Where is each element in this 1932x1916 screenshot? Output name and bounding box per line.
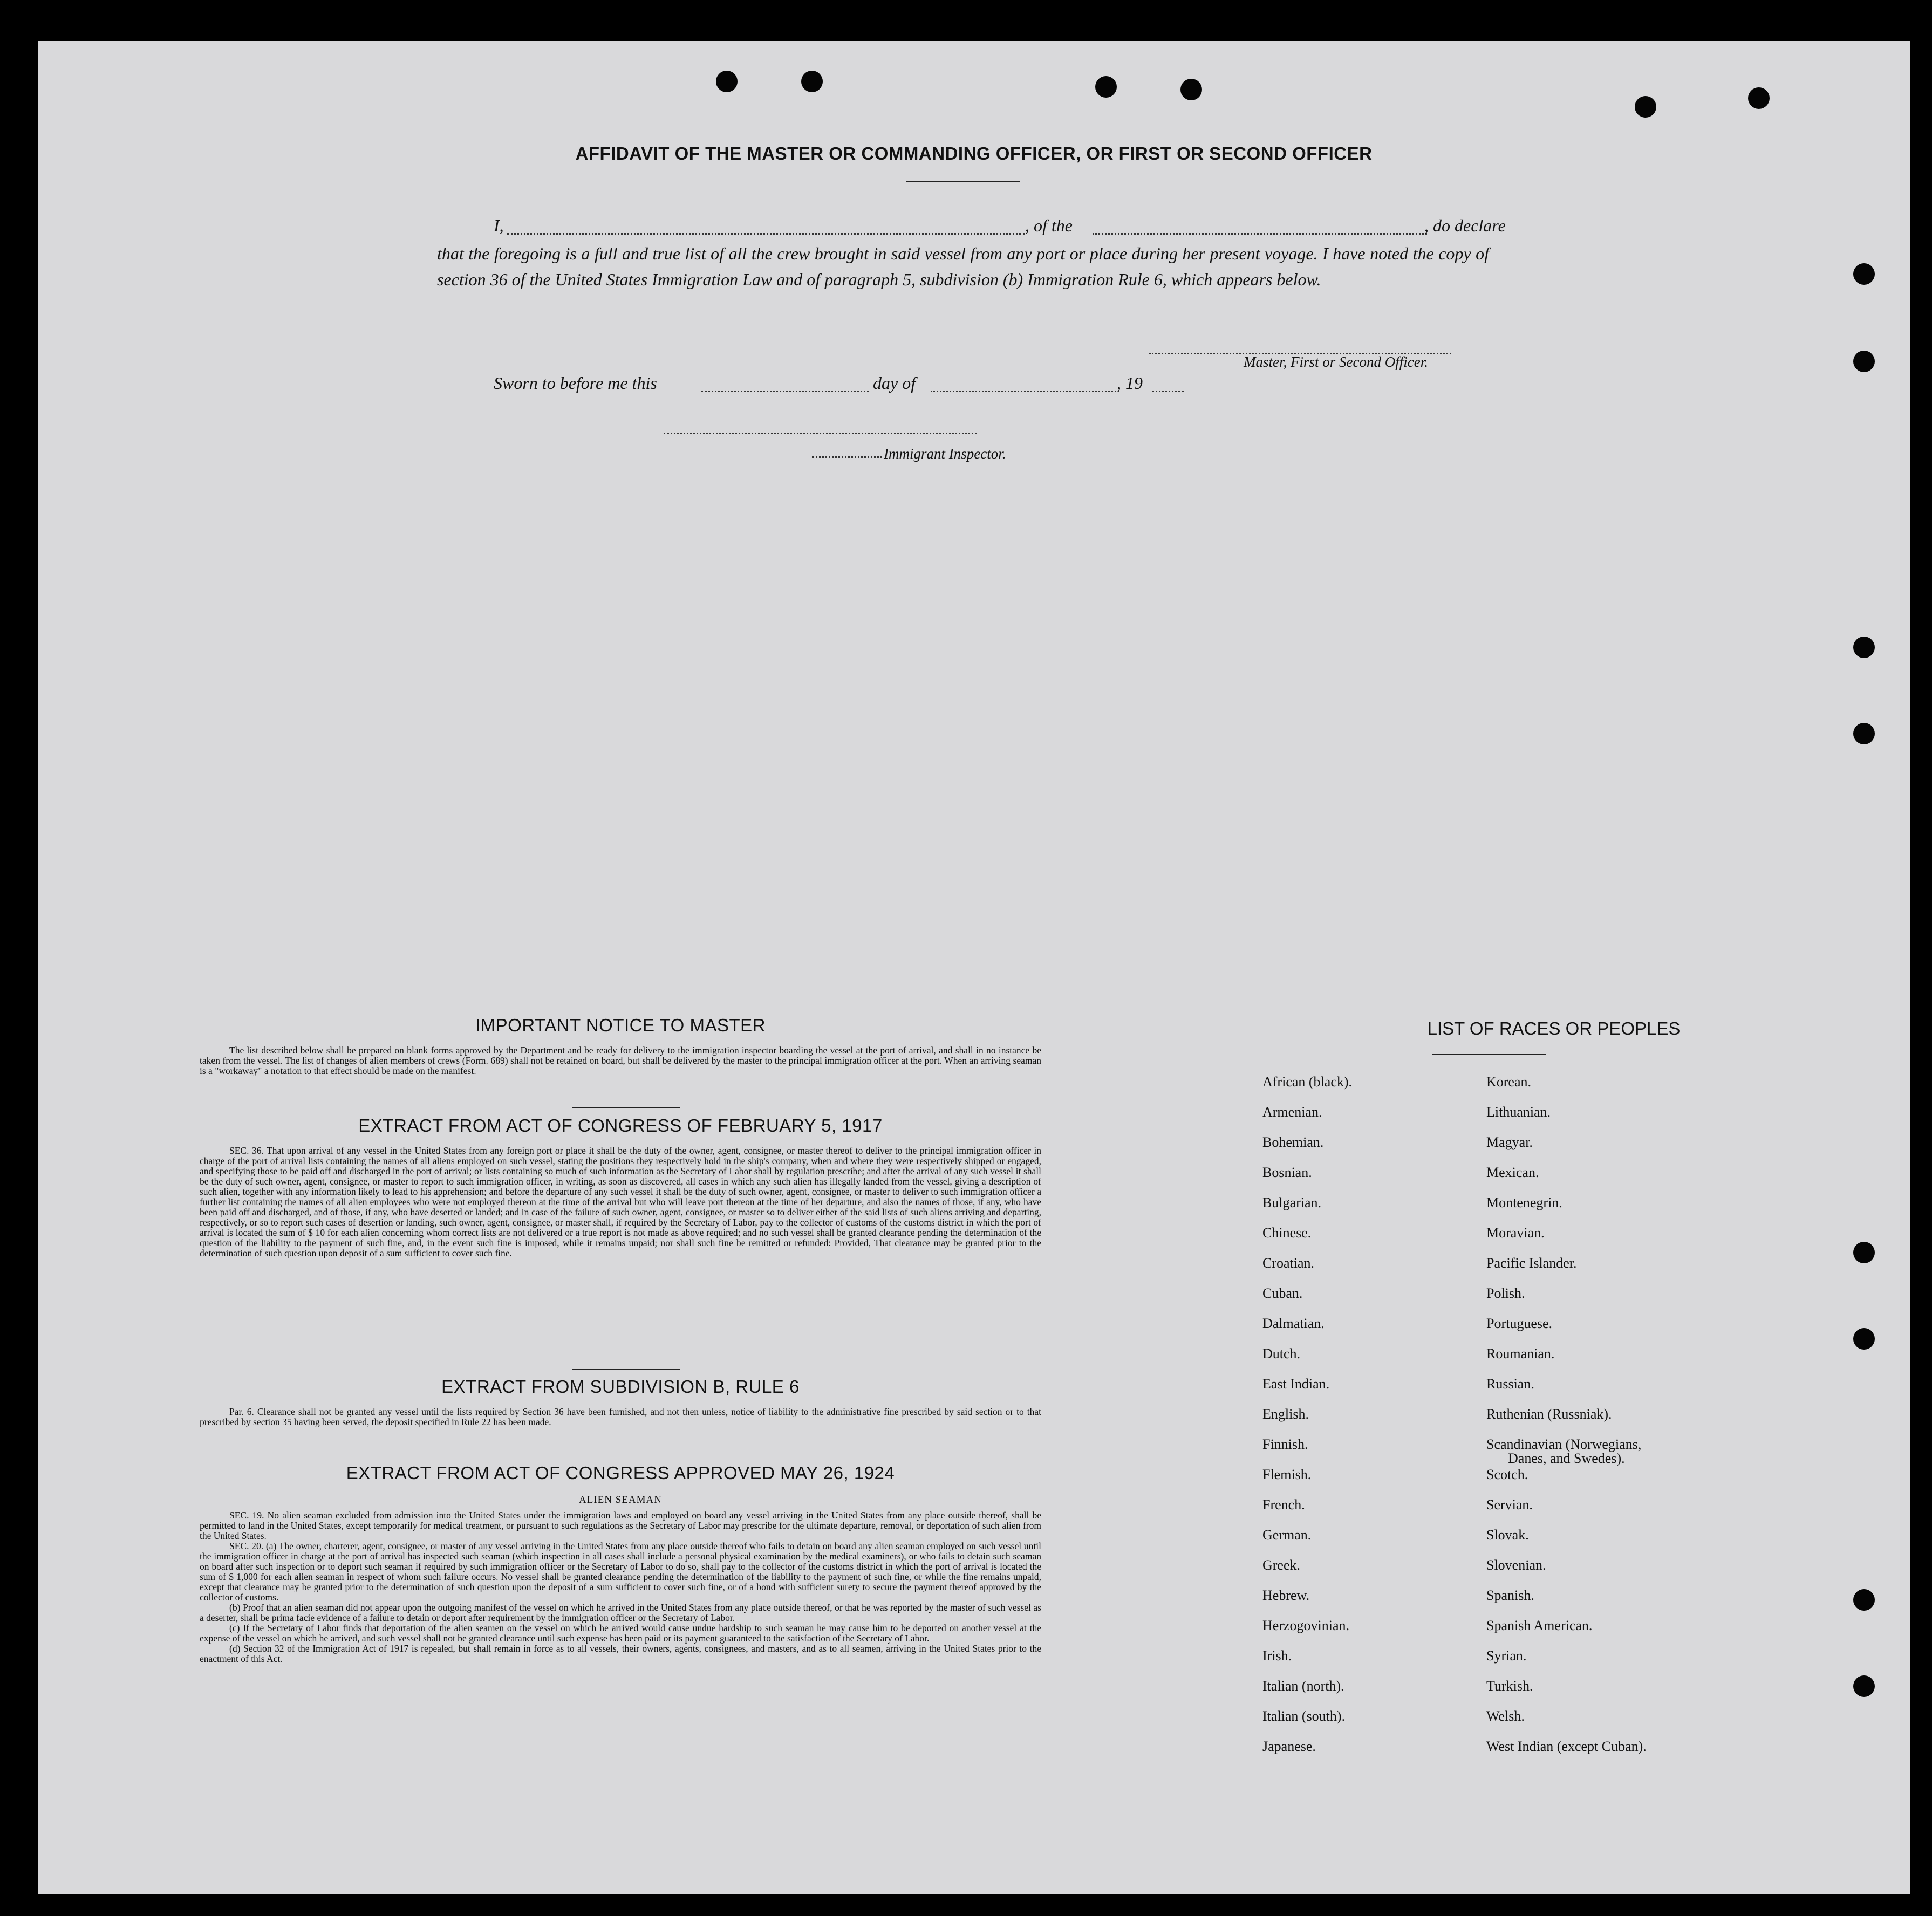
inspector-signature-blank — [664, 433, 977, 434]
punch-hole-right-4 — [1853, 723, 1875, 744]
race-item: Spanish American. — [1486, 1618, 1593, 1633]
extract-1924-paragraph-1: SEC. 19. No alien seaman excluded from admission into the United States under the immigration laws and employed on board any vessel arriving in the United States from any place outside thereof, shall be permitted to land in the United States, except temporarily for medical treatment, or pursuant to such regulations as the Secretary of Labor may prescribe for the ultimate departure, removal, or deportation of such alien from the United States. — [200, 1510, 1041, 1541]
race-item: Spanish. — [1486, 1587, 1534, 1603]
extract-1924-paragraph-2: SEC. 20. (a) The owner, charterer, agent, consignee, or master of any vessel arriving in the United States from any place outside thereof who fails to detain on board any alien seaman employed on such vessel until the immigration officer in charge at the port of arrival has inspected such seaman (which inspection in all cases shall include a personal physical examination by the medical examiners), or who fails to detain such seaman on board after such inspection or to deport such seaman if required by such immigration officer or the Secretary of Labor to do so, shall pay to the collector of the customs district in which the port of arrival is located the sum of $ 1,000 for each alien seaman in respect of whom such failure occurs. No vessel shall be granted clearance pending the determination of the liability to the payment of such fine, or while the fine remains unpaid, except that clearance may be granted prior to the determination of such question upon the deposit of a sum sufficient to cover such fine, or of a bond with sufficient surety to secure the payment thereof approved by the collector of customs. — [200, 1541, 1041, 1603]
extract-1924-text — [200, 1510, 1041, 1664]
race-item: Servian. — [1486, 1497, 1533, 1513]
race-item: Syrian. — [1486, 1648, 1527, 1664]
inspector-label-leader — [812, 456, 882, 458]
race-item: Portuguese. — [1486, 1316, 1553, 1331]
sworn-month-blank — [931, 391, 1119, 392]
extract-rule6-paragraph: Par. 6. Clearance shall not be granted any vessel until the lists required by Section 36 have been furnished, and not then unless, notice of liability to the administrative fine prescribed by said section or to that prescribed by section 35 having been served, the deposit specified in Rule 22 has been made. — [200, 1406, 1041, 1427]
punch-hole-right-7 — [1853, 1589, 1875, 1611]
punch-hole-right-6 — [1853, 1328, 1875, 1350]
race-item: German. — [1262, 1527, 1312, 1543]
race-item: Irish. — [1262, 1648, 1292, 1664]
sworn-label: Sworn to before me this — [494, 373, 657, 393]
punch-hole-right-8 — [1853, 1675, 1875, 1697]
races-title: LIST OF RACES OR PEOPLES — [1427, 1018, 1681, 1038]
punch-hole-top-6 — [1748, 87, 1770, 109]
race-item: Dutch. — [1262, 1346, 1301, 1361]
notice-title: IMPORTANT NOTICE TO MASTER — [475, 1015, 766, 1035]
race-item: Flemish. — [1262, 1467, 1312, 1482]
race-item: Bohemian. — [1262, 1134, 1324, 1150]
punch-hole-top-2 — [801, 71, 823, 92]
race-item: Armenian. — [1262, 1104, 1322, 1120]
punch-hole-right-1 — [1853, 263, 1875, 285]
race-item: Turkish. — [1486, 1678, 1533, 1694]
race-item: Danes, and Swedes). — [1508, 1450, 1625, 1466]
affidavit-i-label: I, — [494, 216, 504, 235]
extract-1924-paragraph-4: (c) If the Secretary of Labor finds that deportation of the alien seamen on the vessel on which he arrived would cause undue hardship to such seaman he may cause him to be deported on another vessel at the expense of the vessel on which he arrived, and such vessel shall not be granted clearance until such expense has been paid or its payment guaranteed to the satisfaction of the Secretary of Labor. — [200, 1623, 1041, 1644]
race-item: Russian. — [1486, 1376, 1534, 1392]
extract-1924-paragraph-3: (b) Proof that an alien seaman did not appear upon the outgoing manifest of the vessel on which he arrived in the United States from any place outside thereof, or that he was reported by the master of such vessel as a deserter, shall be prima facie evidence of a failure to detain or deport after requirement by the immigration officer or the Secretary of Labor. — [200, 1602, 1041, 1623]
race-item: French. — [1262, 1497, 1305, 1513]
race-item: Ruthenian (Russniak). — [1486, 1406, 1612, 1422]
race-item: Hebrew. — [1262, 1587, 1310, 1603]
punch-hole-top-3 — [1095, 76, 1117, 98]
race-item: East Indian. — [1262, 1376, 1330, 1392]
notice-text — [200, 1045, 1041, 1076]
declaration-text: that the foregoing is a full and true list of all the crew brought in said vessel from any port or place during her present voyage. I have noted the copy of section 36 of the United States Immigration Law and of paragraph 5, subdivision (b) Immigration Rule 6, which appears below. — [437, 244, 1489, 289]
race-item: Welsh. — [1486, 1708, 1525, 1724]
punch-hole-right-2 — [1853, 351, 1875, 372]
sworn-day-blank — [701, 391, 869, 392]
extract-1917-text — [200, 1146, 1041, 1258]
punch-hole-top-5 — [1635, 96, 1656, 118]
race-item: Magyar. — [1486, 1134, 1533, 1150]
race-item: Japanese. — [1262, 1739, 1316, 1754]
extract-1924-paragraph-5: (d) Section 32 of the Immigration Act of 1917 is repealed, but shall remain in force as to all vessels, their owners, agents, consignees, and masters, and as to all seamen, arriving in the United States prior to the enactment of this Act. — [200, 1643, 1041, 1664]
race-item: Lithuanian. — [1486, 1104, 1551, 1120]
race-item: Italian (north). — [1262, 1678, 1344, 1694]
punch-hole-right-5 — [1853, 1242, 1875, 1263]
races-title-underline — [1432, 1054, 1546, 1055]
race-item: English. — [1262, 1406, 1309, 1422]
affidavit-title: AFFIDAVIT OF THE MASTER OR COMMANDING OFFICER, OR FIRST OR SECOND OFFICER — [575, 143, 1373, 163]
punch-hole-right-3 — [1853, 637, 1875, 658]
race-item: Roumanian. — [1486, 1346, 1555, 1361]
extract-rule6-title: EXTRACT FROM SUBDIVISION B, RULE 6 — [441, 1377, 800, 1397]
notice-paragraph: The list described below shall be prepared on blank forms approved by the Department and be ready for delivery to the immigration inspector boarding the vessel at the port of arrival, and shall in no instance be taken from the vessel. The list of changes of alien members of crews (Form. 689) shall not be retained on board, but shall be delivered by the master to the principal immigration officer at the port. When an arriving seaman is a "workaway" a notation to that effect should be made on the manifest. — [200, 1045, 1041, 1076]
race-item: Slovak. — [1486, 1527, 1529, 1543]
race-item: Montenegrin. — [1486, 1195, 1562, 1210]
year-label: , 19 — [1117, 373, 1143, 393]
race-item: Slovenian. — [1486, 1557, 1546, 1573]
inspector-label: Immigrant Inspector. — [884, 446, 1006, 462]
punch-hole-top-1 — [716, 71, 738, 92]
race-item: Herzogovinian. — [1262, 1618, 1350, 1633]
race-item: Scandinavian (Norwegians, — [1486, 1436, 1642, 1452]
extract-1917-divider — [572, 1369, 680, 1370]
race-item: West Indian (except Cuban). — [1486, 1739, 1647, 1754]
race-item: Polish. — [1486, 1285, 1525, 1301]
race-item: Mexican. — [1486, 1165, 1539, 1180]
race-item: African (black). — [1262, 1074, 1353, 1090]
document-page — [38, 41, 1910, 1894]
name-blank — [507, 233, 1025, 235]
extract-1917-title: EXTRACT FROM ACT OF CONGRESS OF FEBRUARY 5, 1917 — [358, 1116, 883, 1135]
race-item: Bulgarian. — [1262, 1195, 1322, 1210]
day-of-label: day of — [873, 373, 916, 393]
affidavit-of-the-label: , of the — [1025, 216, 1073, 235]
race-item: Finnish. — [1262, 1436, 1308, 1452]
race-item: Cuban. — [1262, 1285, 1303, 1301]
race-item: Scotch. — [1486, 1467, 1528, 1482]
vessel-blank — [1093, 233, 1427, 235]
extract-1917-paragraph: SEC. 36. That upon arrival of any vessel in the United States from any foreign port or place it shall be the duty of the owner, agent, consignee, or master thereof to deliver to the principal immigration officer in charge of the port of arrival lists containing the names of all aliens employed on such vessel, stating the positions they respectively hold in the ship's company, when and where they were respectively shipped or engaged, and specifying those to be paid off and discharged in the port of arrival; or lists containing so much of such information as the Secretary of Labor shall by regulation prescribe; and after the arrival of any such vessel it shall be the duty of such owner, agent, consignee, or master to report to such immigration officer, in writing, as soon as discovered, all cases in which any such alien has illegally landed from the vessel, giving a description of such alien, together with any information likely to lead to his apprehension; and before the departure of any such vessel it shall be the duty of such owner, agent, consignee, or master to deliver to such immigration officer a further list containing the names of all alien employees who were not employed thereon at the time of the arrival but who will leave port thereon at the time of her departure, and also the names of those, if any, who have been paid off and discharged, and of those, if any, who have deserted or landed; and in case of the failure of such owner, agent, consignee, or master so to deliver either of the said lists of such aliens arriving and departing, respectively, or so to report such cases of desertion or landing, such owner, agent, consignee, or master shall, if required by the Secretary of Labor, pay to the collector of customs of the customs district in which the port of arrival is located the sum of $ 10 for each alien concerning whom correct lists are not delivered or a true report is not made as above required; and no such vessel shall be granted clearance pending the determination of the question of the liability to the payment of such fine, and, in the event such fine is imposed, while it remains unpaid; nor shall such fine be remitted or refunded: Provided, That clearance may be granted prior to the determination of such question upon deposit of a sum sufficient to cover such fine. — [200, 1145, 1041, 1258]
race-item: Croatian. — [1262, 1255, 1315, 1271]
sworn-year-blank — [1152, 391, 1184, 392]
race-item: Italian (south). — [1262, 1708, 1346, 1724]
extract-1924-title: EXTRACT FROM ACT OF CONGRESS APPROVED MAY 26, 1924 — [346, 1463, 895, 1483]
title-underline — [906, 181, 1020, 182]
extract-1924-subtitle: ALIEN SEAMAN — [579, 1494, 662, 1506]
race-item: Korean. — [1486, 1074, 1532, 1090]
extract-rule6-text — [200, 1407, 1041, 1427]
race-item: Pacific Islander. — [1486, 1255, 1577, 1271]
race-item: Bosnian. — [1262, 1165, 1312, 1180]
affidavit-do-declare-label: , do declare — [1424, 216, 1506, 235]
notice-divider — [572, 1107, 680, 1108]
race-item: Greek. — [1262, 1557, 1301, 1573]
master-signature-label: Master, First or Second Officer. — [1244, 354, 1428, 370]
race-item: Moravian. — [1486, 1225, 1545, 1241]
punch-hole-top-4 — [1180, 79, 1202, 100]
race-item: Chinese. — [1262, 1225, 1312, 1241]
race-item: Dalmatian. — [1262, 1316, 1325, 1331]
